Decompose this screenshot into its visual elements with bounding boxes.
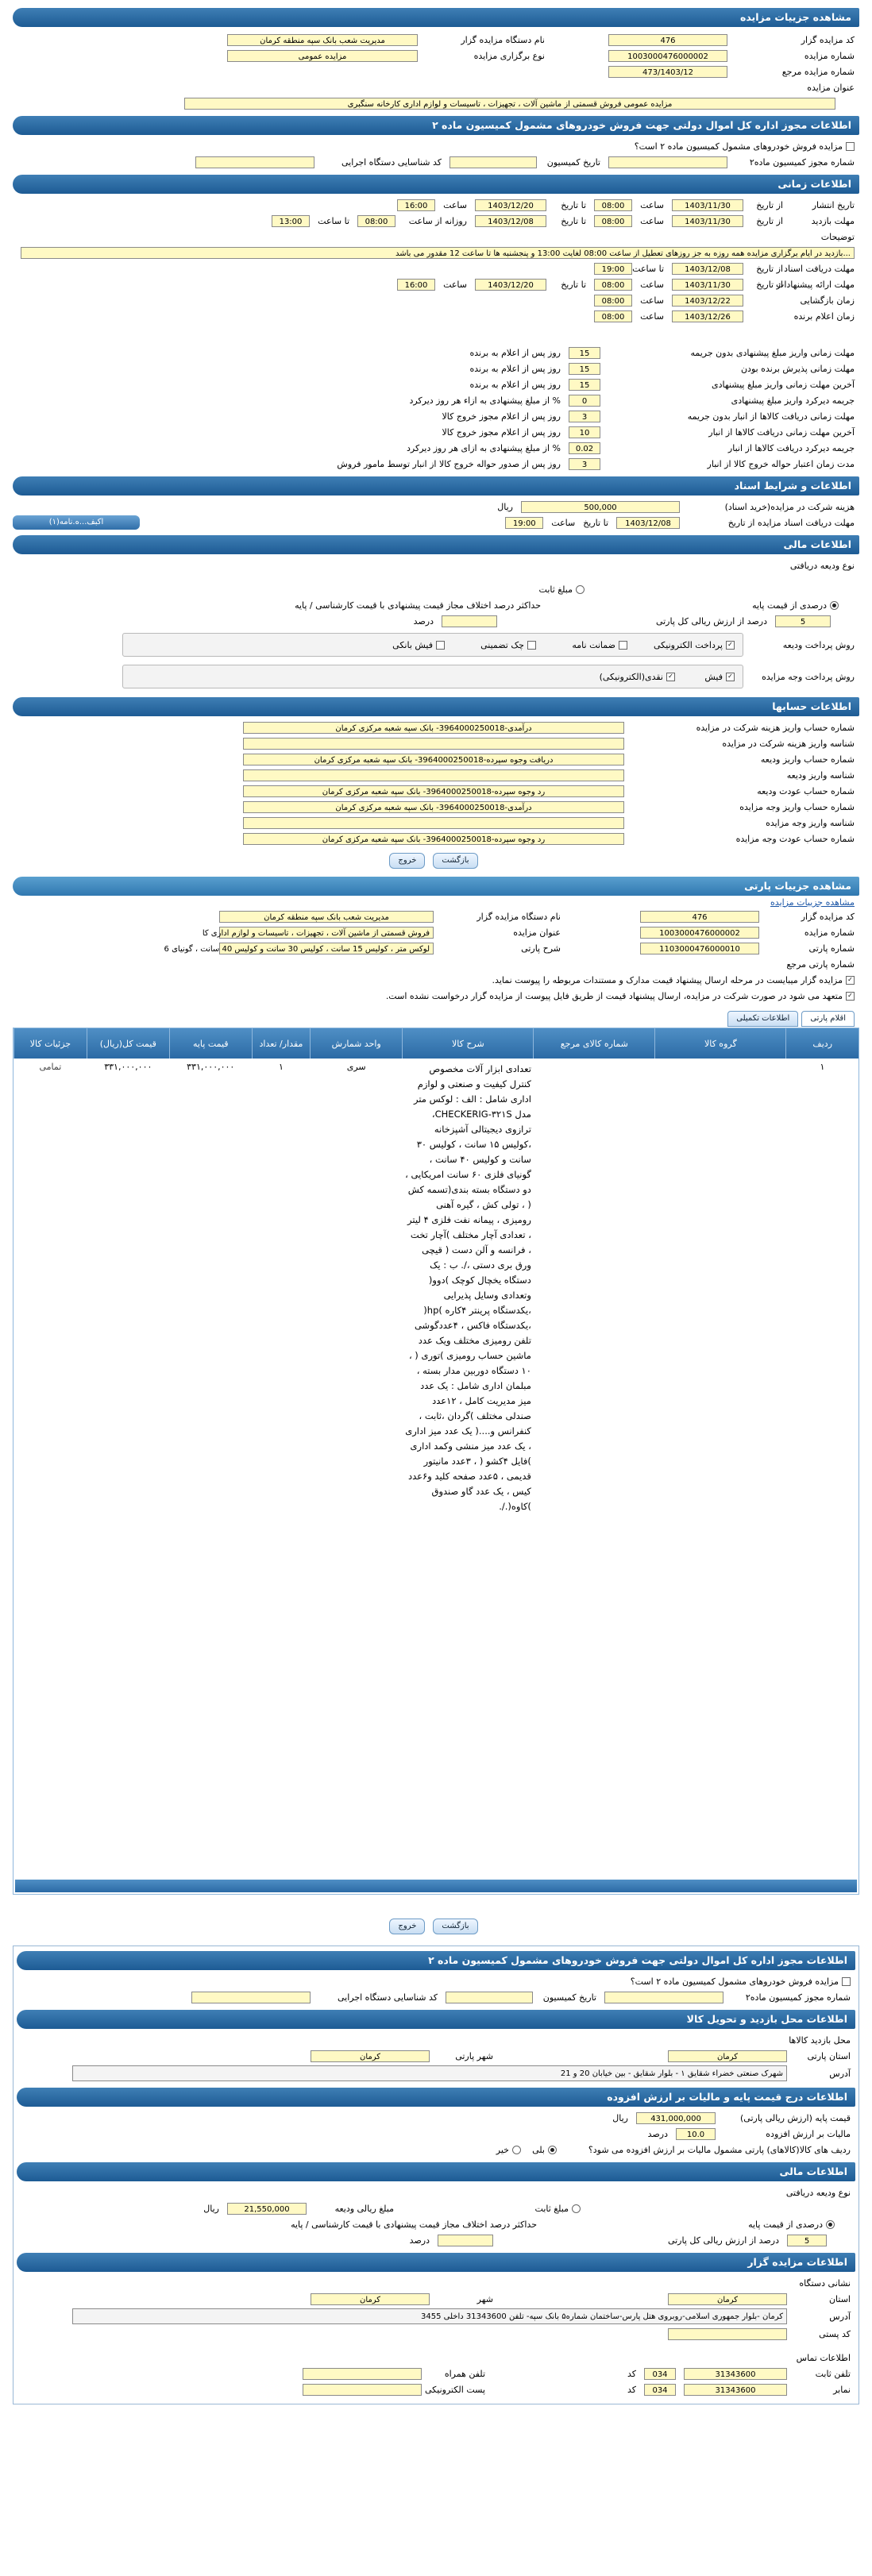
detail-link[interactable]: تمامی <box>39 1062 62 1072</box>
bottom-exec-code-label: کد شناسایی دستگاه اجرایی <box>337 1992 438 2003</box>
account-field: دریافت وجوه سپرده-3964000250018- بانک سپه شعبه مرکزی کرمان <box>243 754 624 765</box>
price-slip-checkbox[interactable]: ✓ <box>726 673 735 681</box>
auction-details-link[interactable]: مشاهده جزییات مزایده <box>770 897 855 908</box>
publish-to-field: 1403/12/20 <box>475 199 546 211</box>
time-label: ساعت <box>640 199 664 210</box>
back-button[interactable]: بازگشت <box>433 1919 477 1934</box>
col-detail: جزئیات کالا <box>14 1028 87 1059</box>
timing-section <box>13 175 859 324</box>
account-field <box>243 769 624 781</box>
vat-no-label: خیر <box>496 2144 509 2155</box>
recv-time-label: ساعت <box>551 517 576 528</box>
party-title-field: فروش قسمتی از ماشین آلات ، تجهیزات ، تاسیسات و لوازم اداری کا <box>219 927 434 939</box>
attach-docs-text: مزایده گزار میبایست در مرحله ارسال پیشنهاد قیمت مدارک و مستندات مربوطه را پیوست نماید. <box>492 974 843 985</box>
deposit-amount-field: 21,550,000 <box>227 2203 307 2215</box>
org-address-label: آدرس <box>829 2311 851 2322</box>
account-label: شناسه واریز وجه مزایده <box>766 817 855 828</box>
city-field: کرمان <box>311 2050 430 2062</box>
vat-question: ردیف های کالا(کالاهای) پارتی مشمول مالیات بر ارزش افزوده می شود؟ <box>588 2144 851 2155</box>
accounts-header: اطلاعات حسابها <box>13 697 859 716</box>
party-org-label: نام دستگاه مزایده گزار <box>477 911 561 922</box>
from-date-label: از تاریخ <box>756 263 783 274</box>
account-label: شناسه واریز هزینه شرکت در مزایده <box>722 738 855 749</box>
tab-party-items[interactable]: اقلام پارتی <box>801 1011 855 1027</box>
deadline-label: مهلت زمانی واریز مبلغ پیشنهادی بدون جریمه <box>690 347 855 358</box>
commission-no-field <box>608 156 727 168</box>
bottom-max-diff-label: حداکثر درصد اختلاف مجاز قیمت پیشنهادی با قیمت کارشناسی / پایه <box>291 2219 537 2230</box>
pay-slip-label: فیش بانکی <box>392 639 433 650</box>
bottom-fixed-label: مبلغ ثابت <box>534 2203 569 2214</box>
time-label: ساعت <box>640 295 664 306</box>
deadline-unit: روز پس از صدور حواله خروج کالا از انبار توسط مامور فروش <box>337 458 561 469</box>
col-qty: مقدار/ تعداد <box>252 1028 310 1059</box>
to-date-label: تا تاریخ <box>561 279 586 290</box>
party-title-label: عنوان مزایده <box>513 927 561 938</box>
offer-to-time: 16:00 <box>397 279 435 291</box>
docs-header: اطلاعات و شرایط اسناد <box>13 476 859 496</box>
account-label: شماره حساب واریز وجه مزایده <box>739 801 855 812</box>
items-panel <box>13 1028 859 1895</box>
publish-to-time: 16:00 <box>397 199 435 211</box>
bottom-percent-text: درصد از ارزش ریالی کل پارتی <box>667 2235 779 2246</box>
mobile-field <box>303 2368 422 2380</box>
doc-from-field: 1403/12/08 <box>672 263 743 275</box>
org-label: نام دستگاه مزایده گزار <box>461 34 545 45</box>
time-label: ساعت <box>443 279 467 290</box>
pay-electronic-label: پرداخت الکترونیکی <box>654 639 723 650</box>
to-time-label: تا ساعت <box>318 215 349 226</box>
vat-no-radio[interactable] <box>512 2146 521 2154</box>
commission-question: مزایده فروش خودروهای مشمول کمیسیون ماده ۲ است؟ <box>634 141 843 152</box>
bottom-commission-checkbox[interactable] <box>842 1977 851 1986</box>
commit-text: متعهد می شود در صورت شرکت در مزایده، ارسال پیشنهاد قیمت از طریق فایل پیوست از مزایده گزار درخواست نشده است. <box>385 990 843 1001</box>
phone-code-field: 034 <box>644 2368 676 2380</box>
deadline-label: مهلت زمانی پذیرش برنده بودن <box>740 363 855 374</box>
deadline-value: 3 <box>569 458 600 470</box>
winner-time: 08:00 <box>594 310 632 322</box>
offer-from-field: 1403/11/30 <box>672 279 743 291</box>
table-footer <box>15 1880 857 1892</box>
table-row <box>14 1059 859 1517</box>
account-label: شماره حساب واریز هزینه شرکت در مزایده <box>696 722 855 733</box>
org-city-label: شهر <box>477 2293 493 2304</box>
party-code-field: 476 <box>640 911 759 923</box>
deadline-unit: روز پس از اعلام به برنده <box>469 363 561 374</box>
fixed-label: مبلغ ثابت <box>538 584 573 595</box>
party-desc-label: شرح پارتی <box>521 943 561 954</box>
email-label: پست الکترونیکی <box>425 2384 485 2395</box>
deadline-value: 15 <box>569 363 600 375</box>
commission-checkbox[interactable] <box>846 142 855 151</box>
account-label: شماره حساب عودت ودیعه <box>757 785 855 796</box>
base-price-label: قیمت پایه (ارزش ریالی پارتی) <box>740 2112 851 2123</box>
vat-yes-radio[interactable] <box>548 2146 557 2154</box>
rial-label: ریال <box>497 501 513 512</box>
deadline-label: جریمه دیرکرد دریافت کالاها از انبار <box>727 442 855 453</box>
cell-total: ۳۳۱,۰۰۰,۰۰۰ <box>104 1062 152 1072</box>
permit-header: اطلاعات مجوز اداره کل اموال دولتی جهت فروش خودروهای مشمول کمیسیون ماده ۲ <box>13 116 859 135</box>
recv-to-label: تا تاریخ <box>583 517 608 528</box>
time-label: ساعت <box>640 215 664 226</box>
percent-radio[interactable] <box>830 601 839 610</box>
offer-to-field: 1403/12/20 <box>475 279 546 291</box>
doc-deadline-label: مهلت دریافت اسناد <box>784 263 855 274</box>
from-date-label: از تاریخ <box>756 215 783 226</box>
deposit-amount-label: مبلغ ریالی ودیعه <box>334 2203 394 2214</box>
host-label: نوع برگزاری مزایده <box>473 50 545 61</box>
exit-button[interactable]: خروج <box>389 1919 425 1934</box>
price-pay-label: روش پرداخت وجه مزایده <box>762 671 855 682</box>
col-index: ردیف <box>786 1028 858 1059</box>
postal-field <box>668 2328 787 2340</box>
percent-text: درصد از ارزش ریالی کل پارتی <box>655 615 767 627</box>
exec-code-label: کد شناسایی دستگاه اجرایی <box>341 156 442 168</box>
bottom-exec-code-field <box>191 1992 311 2003</box>
deadline-label: مهلت زمانی دریافت کالاها از انبار بدون جریمه <box>687 411 855 422</box>
base-price-unit: ریال <box>612 2112 628 2123</box>
deadline-unit: روز پس از اعلام مجوز خروج کالا <box>442 426 561 438</box>
bottom-commission-date-field <box>446 1992 533 2003</box>
fax-field: 31343600 <box>684 2384 787 2396</box>
base-price-field: 431,000,000 <box>636 2112 716 2124</box>
pay-slip-checkbox[interactable] <box>436 641 445 650</box>
percent-field: 5 <box>775 615 831 627</box>
deadline-unit: % از مبلغ پیشنهادی به ازاء هر روز دیرکرد <box>409 395 561 406</box>
ref-no-field: 473/1403/12 <box>608 66 727 78</box>
finance-header: اطلاعات مالی <box>13 535 859 554</box>
col-unit: واحد شمارش <box>311 1028 403 1059</box>
deadline-value: 0 <box>569 395 600 407</box>
bottom-commission-date-label: تاریخ کمیسیون <box>542 1992 596 2003</box>
account-field: رد وجوه سپرده-3964000250018- بانک سپه شعبه مرکزی کرمان <box>243 785 624 797</box>
commit-checkbox[interactable]: ✓ <box>846 992 855 1001</box>
auction-no-label: شماره مزایده <box>804 50 855 61</box>
notes-field: ...بازدید در ایام برگزاری مزایده همه روزه به جز روزهای تعطیل از ساعت 08:00 لغایت 13:00 و پنجشنبه ها تا ساعت 12 مقدور می باشد <box>21 247 855 259</box>
account-field: درآمدی-3964000250018- بانک سپه شعبه مرکزی کرمان <box>243 801 624 813</box>
pay-guarantee-checkbox[interactable] <box>619 641 627 650</box>
cell-index: ۱ <box>820 1062 825 1072</box>
bottom-percent-label: درصدی از قیمت پایه <box>748 2219 823 2230</box>
timing-header: اطلاعات زمانی <box>13 175 859 194</box>
deadline-value: 0.02 <box>569 442 600 454</box>
subject-label: عنوان مزایده <box>807 82 855 93</box>
offer-deadline-label: مهلت ارائه پیشنهادات <box>775 279 855 290</box>
opening-time: 08:00 <box>594 295 632 307</box>
to-date-label: تا تاریخ <box>561 215 586 226</box>
deadline-label: آخرین مهلت زمانی واریز مبلغ پیشنهادی <box>712 379 855 390</box>
from-date-label: از تاریخ <box>756 279 783 290</box>
party-desc-field: لوکس متر ، کولیس 15 سانت ، کولیس 30 سانت و کولیس 40 سانت ، گونیای 6 <box>219 943 434 954</box>
max-diff-label: حداکثر درصد اختلاف مجاز قیمت پیشنهادی با قیمت کارشناسی / پایه <box>295 600 541 611</box>
bottom-fixed-radio[interactable] <box>572 2204 581 2213</box>
bottom-permit-header: اطلاعات مجوز اداره کل اموال دولتی جهت فروش خودروهای مشمول کمیسیون ماده ۲ <box>17 1951 855 1970</box>
org-province-label: استان <box>828 2293 851 2304</box>
visit-daily-to: 13:00 <box>272 215 310 227</box>
party-auction-no-field: 1003000476000002 <box>640 927 759 939</box>
province-label: استان پارتی <box>807 2050 851 2061</box>
account-label: شماره حساب عودت وجه مزایده <box>735 833 855 844</box>
account-label: شماره حساب واریز ودیعه <box>760 754 855 765</box>
postal-label: کد پستی <box>819 2328 851 2339</box>
account-field: درآمدی-3964000250018- بانک سپه شعبه مرکزی کرمان <box>243 722 624 734</box>
cell-unit: سری <box>346 1062 366 1072</box>
party-no-label: شماره پارتی <box>808 943 855 954</box>
code-field: 476 <box>608 34 727 46</box>
address-field: شهرک صنعتی خضراء شقایق ۱ - بلوار شقایق - بین خیابان 20 و 21 <box>72 2065 787 2081</box>
doc-to-time: 19:00 <box>594 263 632 275</box>
fee-label: هزینه شرکت در مزایده(خرید اسناد) <box>724 501 855 512</box>
price-slip-label: فیش <box>704 671 723 682</box>
auction-details-header: مشاهده جزییات مزایده <box>13 8 859 27</box>
phone-field: 31343600 <box>684 2368 787 2380</box>
auction-details-section <box>13 8 859 111</box>
commission-no-label: شماره مجوز کمیسیون ماده۲ <box>749 156 855 168</box>
tab-extra-info[interactable]: اطلاعات تکمیلی <box>727 1011 798 1027</box>
docs-section <box>13 476 859 530</box>
pay-method-box <box>122 633 743 657</box>
bottom-finance-header: اطلاعات مالی <box>17 2162 855 2181</box>
winner-label: زمان اعلام برنده <box>793 310 855 322</box>
account-field: رد وجوه سپرده-3964000250018- بانک سپه شعبه مرکزی کرمان <box>243 833 624 845</box>
pay-cheque-checkbox[interactable] <box>527 641 536 650</box>
percent-label: درصدی از قیمت پایه <box>752 600 827 611</box>
cell-base: ۳۳۱,۰۰۰,۰۰۰ <box>187 1062 235 1072</box>
fax-label: نمابر <box>833 2384 851 2395</box>
permit-section <box>13 116 859 170</box>
city-label: شهر پارتی <box>455 2050 493 2061</box>
deposit-type-label: نوع ودیعه دریافتی <box>789 560 855 571</box>
account-field <box>243 738 624 750</box>
deadline-label: مدت زمان اعتبار حواله خروج کالا از انبار <box>707 458 855 469</box>
finance-section <box>13 535 859 692</box>
visit-from-field: 1403/11/30 <box>672 215 743 227</box>
cell-qty: ۱ <box>278 1062 284 1072</box>
commission-date-label: تاریخ کمیسیون <box>546 156 600 168</box>
commission-date-field <box>450 156 537 168</box>
party-section <box>13 877 859 1936</box>
fee-field: 500,000 <box>521 501 680 513</box>
deadline-value: 3 <box>569 411 600 422</box>
party-no-field: 1103000476000010 <box>640 943 759 954</box>
vat-label: مالیات بر ارزش افزوده <box>766 2128 851 2139</box>
exec-code-field <box>195 156 314 168</box>
deadline-value: 15 <box>569 379 600 391</box>
deadline-value: 15 <box>569 347 600 359</box>
pay-electronic-checkbox[interactable]: ✓ <box>726 641 735 650</box>
time-label: ساعت <box>640 310 664 322</box>
notes-label: توضیحات <box>820 231 855 242</box>
bottom-max-diff-field <box>438 2235 493 2246</box>
party-ref-label: شماره پارتی مرجع <box>786 958 855 970</box>
visit-daily-from: 08:00 <box>357 215 395 227</box>
deadline-label: جریمه دیرکرد واریز مبلغ پیشنهادی <box>731 395 855 406</box>
price-cash-label: نقدی(الکترونیکی) <box>599 671 663 682</box>
bottom-commission-no-label: شماره مجوز کمیسیون ماده۲ <box>745 1992 851 2003</box>
visit-from-time: 08:00 <box>594 215 632 227</box>
daily-label: روزانه از ساعت <box>408 215 467 226</box>
vat-unit: درصد <box>647 2128 668 2139</box>
account-label: شناسه واریز ودیعه <box>786 769 855 781</box>
exit-button[interactable]: خروج <box>389 853 425 869</box>
mobile-label: تلفن همراه <box>444 2368 485 2379</box>
party-org-field: مدیریت شعب بانک سپه منطقه کرمان <box>219 911 434 923</box>
visit-place-label: محل بازدید کالاها <box>789 2034 851 2046</box>
deposit-amount-unit: ریال <box>203 2203 219 2214</box>
fax-code-label: کد <box>627 2384 636 2395</box>
pay-cheque-label: چک تضمینی <box>480 639 524 650</box>
deadline-unit: روز پس از اعلام به برنده <box>469 379 561 390</box>
host-field: مزایده عمومی <box>227 50 418 62</box>
bottom-panel <box>13 1945 859 2404</box>
ref-no-label: شماره مزایده مرجع <box>781 66 855 77</box>
price-cash-checkbox[interactable]: ✓ <box>666 673 675 681</box>
price-pay-box <box>122 665 743 688</box>
code-label: کد مزایده گزار <box>801 34 855 45</box>
items-table <box>14 1028 858 1517</box>
opening-label: زمان بازگشایی <box>800 295 855 306</box>
deadline-value: 10 <box>569 426 600 438</box>
col-total: قیمت کل(ریال) <box>87 1028 169 1059</box>
deadlines-section <box>13 345 859 472</box>
party-code-label: کد مزایده گزار <box>801 911 855 922</box>
bottom-max-diff-unit: درصد <box>409 2235 430 2246</box>
deadline-unit: روز پس از اعلام به برنده <box>469 347 561 358</box>
back-button[interactable]: بازگشت <box>433 853 477 869</box>
to-date-label: تا تاریخ <box>561 199 586 210</box>
bottom-percent-radio[interactable] <box>826 2220 835 2229</box>
col-group: گروه کالا <box>655 1028 786 1059</box>
org-address-title: نشانی دستگاه <box>799 2277 851 2289</box>
winner-field: 1403/12/26 <box>672 310 743 322</box>
col-base: قیمت پایه <box>169 1028 252 1059</box>
vat-field: 10.0 <box>676 2128 716 2140</box>
cell-ref <box>534 1059 655 1517</box>
party-auction-no-label: شماره مزایده <box>804 927 855 938</box>
email-field <box>303 2384 422 2396</box>
visit-to-field: 1403/12/08 <box>475 215 546 227</box>
time-label: ساعت <box>640 279 664 290</box>
bottom-commission-question: مزایده فروش خودروهای مشمول کمیسیون ماده ۲ است؟ <box>630 1976 839 1987</box>
attach-docs-checkbox[interactable]: ✓ <box>846 976 855 985</box>
party-header: مشاهده جزییات پارتی <box>13 877 859 896</box>
auction-no-field: 1003000476000002 <box>608 50 727 62</box>
province-field: کرمان <box>668 2050 787 2062</box>
org-address-field: کرمان -بلوار جمهوری اسلامی-روبروی هتل پارس-ساختمان شماره۵ بانک سپه- تلفن 31343600 داخلی 3455 <box>72 2308 787 2324</box>
pay-guarantee-label: ضمانت نامه <box>572 639 615 650</box>
bottom-commission-no-field <box>604 1992 723 2003</box>
visit-label: مهلت بازدید <box>811 215 855 226</box>
deadline-unit: روز پس از اعلام مجوز خروج کالا <box>442 411 561 422</box>
recv-time-field: 19:00 <box>505 517 543 529</box>
bottom-percent-field: 5 <box>787 2235 827 2246</box>
phone-code-label: کد <box>627 2368 636 2379</box>
vat-yes-label: بلی <box>532 2144 545 2155</box>
org-header: اطلاعات مزایده گزار <box>17 2253 855 2272</box>
address-label: آدرس <box>829 2068 851 2079</box>
phone-label: تلفن ثابت <box>815 2368 851 2379</box>
bottom-deposit-type-label: نوع ودیعه دریافتی <box>785 2187 851 2198</box>
attachment-button[interactable]: اکبف...ه.نامه(۱) <box>13 515 140 530</box>
col-desc: شرح کالا <box>403 1028 534 1059</box>
org-field: مدیریت شعب بانک سپه منطقه کرمان <box>227 34 418 46</box>
to-time-label: تا ساعت <box>632 263 664 274</box>
publish-from-time: 08:00 <box>594 199 632 211</box>
col-ref: شماره کالای مرجع <box>534 1028 655 1059</box>
opening-field: 1403/12/22 <box>672 295 743 307</box>
org-province-field: کرمان <box>668 2293 787 2305</box>
subject-field: مزایده عمومی فروش قسمتی از ماشین آلات ، تجهیزات ، تاسیسات و لوازم اداری کارخانه سنگبری <box>184 98 835 110</box>
max-diff-field <box>442 615 497 627</box>
fax-code-field: 034 <box>644 2384 676 2396</box>
org-city-field: کرمان <box>311 2293 430 2305</box>
deadline-unit: % از مبلغ پیشنهادی به ازای هر روز دیرکرد <box>407 442 561 453</box>
publish-label: تاریخ انتشار <box>812 199 855 210</box>
contact-title: اطلاعات تماس <box>796 2352 851 2363</box>
from-date-label: از تاریخ <box>756 199 783 210</box>
time-label: ساعت <box>443 199 467 210</box>
accounts-section <box>13 697 859 870</box>
visit-place-header: اطلاعات محل بازدید و تحویل کالا <box>17 2010 855 2029</box>
cell-group <box>655 1059 786 1517</box>
fixed-radio[interactable] <box>576 585 585 594</box>
recv-label: مهلت دریافت اسناد مزایده از تاریخ <box>727 517 855 528</box>
cell-desc: تعدادی ابزار آلات مخصوص کنترل کیفیت و صنعتی و لوازم اداری شامل : الف : لوکس متر مدل CHECKERIG-۳۲۱S، ترازوی دیجیتالی آشپزخانه ،کولیس ۱۵ سانت ، کولیس ۳۰ سانت و کولیس ۴۰ سانت ، گونیای فلزی ۶۰ سانت امریکایی ، دو دستگاه بسته بندی(تسمه کش ( ، تولی کش ، گیره آهنی رومیزی ، پیمانه نفت فلزی ۴ لیتر ، تعدادی آچار مختلف )آچار تخت ، فرانسه و آلن دست ( قیچی ورق بری دستی ،/. ب : یک دستگاه یخچال کوچک )دوو( وتعدادی وسایل پذیرایی ،یکدستگاه پرینتر ۴کاره )hp( ،یکدستگاه فاکس ، ۴عددگوشی تلفن رومیزی مختلف ویک عدد ماشین حساب رومیزی )توری ( ، ۱۰ دستگاه دوربین مدار بسته ، مبلمان اداری شامل : یک عدد میز مدیریت کامل ، ۱۲عدد صندلی مختلف )گردان ،ثابت ، کنفرانس و....( یک عدد میز اداری ، یک عدد میز منشی وکمد اداری )فایل ۴کشو ( ، ۳عدد مانیتور قدیمی ، ۵عدد صفحه کلید و۶عدد کیس ، یک عدد گاو صندوق )کاوه(./. <box>405 1063 531 1512</box>
recv-to-field: 1403/12/08 <box>616 517 680 529</box>
publish-from-field: 1403/11/30 <box>672 199 743 211</box>
pay-method-label: روش پرداخت ودیعه <box>782 639 855 650</box>
deadline-label: آخرین مهلت زمانی دریافت کالاها از انبار <box>708 426 855 438</box>
price-header: اطلاعات درج قیمت پایه و مالیات بر ارزش افزوده <box>17 2088 855 2107</box>
offer-from-time: 08:00 <box>594 279 632 291</box>
account-field <box>243 817 624 829</box>
max-diff-unit: درصد <box>413 615 434 627</box>
